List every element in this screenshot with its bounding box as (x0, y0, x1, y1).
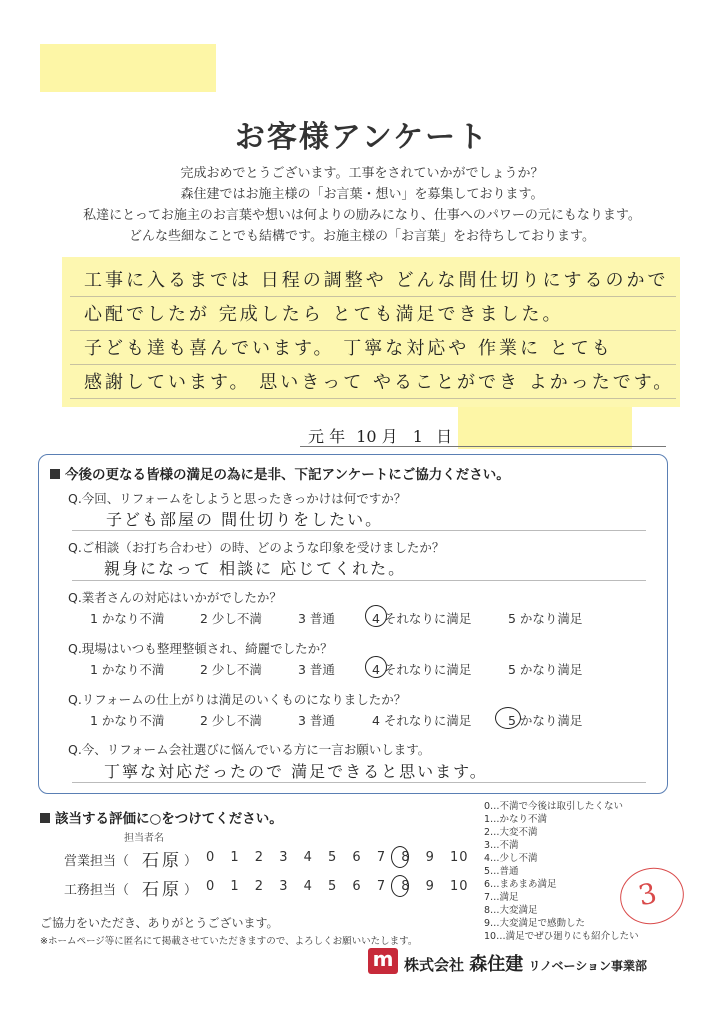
date-underline (300, 446, 666, 447)
selected-score-circle (391, 875, 409, 897)
question-1: Q.今回、リフォームをしようと思ったきっかけは何ですか？ (68, 491, 407, 506)
question-4: Q.現場はいつも整理整頓され、綺麗でしたか？ (68, 641, 333, 656)
legend-item: 6…まあまあ満足 (484, 879, 557, 890)
scale-option-5: 5 かなり満足 (508, 662, 583, 677)
scale-option-2: 2 少し不満 (200, 713, 262, 728)
survey-heading: 今後の更なる皆様の満足の為に是非、下記アンケートにご協力ください。 (50, 463, 510, 483)
construction-staff-close: ） (184, 883, 198, 898)
intro-line: 森住建ではお施主様の「お言葉・想い」を募集しております。 (180, 187, 544, 202)
question-2: Q.ご相談（お打ち合わせ）の時、どのような印象を受けましたか？ (68, 540, 445, 555)
legend-item: 1…かなり不満 (484, 814, 548, 825)
legend-item: 8…大変満足 (484, 905, 538, 916)
scale-option-4: 4 それなりに満足 (372, 611, 472, 626)
comment-line: 工事に入るまでは 日程の調整や どんな間仕切りにするのかで (84, 270, 669, 291)
comment-line: 感謝しています。 思いきって やることができ よかったです。 (84, 372, 675, 393)
thanks-text: ご協力をいただき、ありがとうございます。 (40, 916, 279, 930)
scale-option-4: 4 それなりに満足 (372, 713, 472, 728)
sales-staff-name: 石原 (142, 851, 182, 871)
answer-2: 親身になって 相談に 応じてくれた。 (104, 559, 407, 578)
intro-line: 私達にとってお施主のお言葉や想いは何よりの励みになり、仕事へのパワーの元にもなります。 (83, 208, 641, 223)
reviewer-stamp: 3 (615, 862, 689, 930)
legend-item: 10…満足でぜひ廻りにも紹介したい (484, 931, 639, 942)
legend-item: 9…大変満足で感動した (484, 918, 586, 929)
scale-option-5: 5 かなり満足 (508, 611, 583, 626)
company-logo: m (368, 948, 398, 974)
rating-heading: 該当する評価に○をつけてください。 (40, 807, 283, 827)
comment-rule (70, 296, 676, 297)
legend-item: 5…普通 (484, 866, 519, 877)
selected-circle (365, 656, 387, 678)
comment-line: 心配でしたが 完成したら とても満足できました。 (84, 304, 564, 325)
scale-option-4: 4 それなりに満足 (372, 662, 472, 677)
company-name: 株式会社 森住建 リノベーション事業部 (404, 954, 648, 975)
page-title: お客様アンケート (234, 120, 490, 155)
question-6: Q.今、リフォーム会社選びに悩んでいる方に一言お願いします。 (68, 742, 431, 757)
date-year-label: 年 (329, 427, 346, 446)
scale-option-2: 2 少し不満 (200, 611, 262, 626)
question-5: Q.リフォームの仕上がりは満足のいくものになりましたか？ (68, 692, 407, 707)
legend-item: 7…満足 (484, 892, 519, 903)
scale-option-1: 1 かなり不満 (90, 662, 165, 677)
sales-staff-label: 営業担当（ (64, 854, 130, 869)
answer-6: 丁寧な対応だったので 満足できると思います。 (104, 762, 488, 781)
date-month-label: 月 (381, 427, 398, 446)
answer-rule (72, 530, 646, 531)
answer-1: 子ども部屋の 間仕切りをしたい。 (106, 510, 384, 529)
date-day-label: 日 (436, 427, 453, 446)
scale-option-3: 3 普通 (298, 662, 335, 677)
comment-rule (70, 364, 676, 365)
staff-column-label: 担当者名 (124, 833, 164, 844)
legend-item: 0…不満で今後は取引したくない (484, 801, 624, 812)
redaction-highlight (458, 407, 632, 449)
comment-rule (70, 398, 676, 399)
legend-item: 2…大変不満 (484, 827, 538, 838)
publish-note: ※ホームページ等に匿名にて掲載させていただきますので、よろしくお願いいたします。 (40, 936, 418, 947)
intro-line: どんな些細なことでも結構です。お施主様の「お言葉」をお待ちしております。 (129, 229, 595, 244)
answer-rule (72, 580, 646, 581)
construction-staff-label: 工務担当（ (64, 883, 130, 898)
scale-option-3: 3 普通 (298, 713, 335, 728)
selected-circle (495, 707, 521, 729)
date-field (308, 424, 452, 447)
score-scale: 0 1 2 3 4 5 6 7 8 9 10 (206, 850, 469, 865)
question-3: Q.業者さんの対応はいかがでしたか？ (68, 590, 282, 605)
answer-rule (72, 782, 646, 783)
intro-line: 完成おめでとうございます。工事をされていかがでしょうか？ (180, 166, 544, 181)
scale-option-1: 1 かなり不満 (90, 611, 165, 626)
legend-item: 4…少し不満 (484, 853, 538, 864)
legend-item: 3…不満 (484, 840, 519, 851)
scale-option-3: 3 普通 (298, 611, 335, 626)
selected-circle (365, 605, 387, 627)
date-day: 1 (412, 427, 423, 446)
scale-option-1: 1 かなり不満 (90, 713, 165, 728)
score-scale: 0 1 2 3 4 5 6 7 8 9 10 (206, 879, 469, 894)
redaction-highlight (40, 44, 216, 92)
scale-option-5: 5 かなり満足 (508, 713, 583, 728)
selected-score-circle (391, 846, 409, 868)
construction-staff-name: 石原 (142, 880, 182, 900)
date-month: 10 (356, 427, 377, 446)
comment-rule (70, 330, 676, 331)
sales-staff-close: ） (184, 854, 198, 869)
scale-option-2: 2 少し不満 (200, 662, 262, 677)
date-era: 元 (308, 427, 325, 446)
comment-line: 子ども達も喜んでいます。 丁寧な対応や 作業に とても (84, 338, 613, 359)
